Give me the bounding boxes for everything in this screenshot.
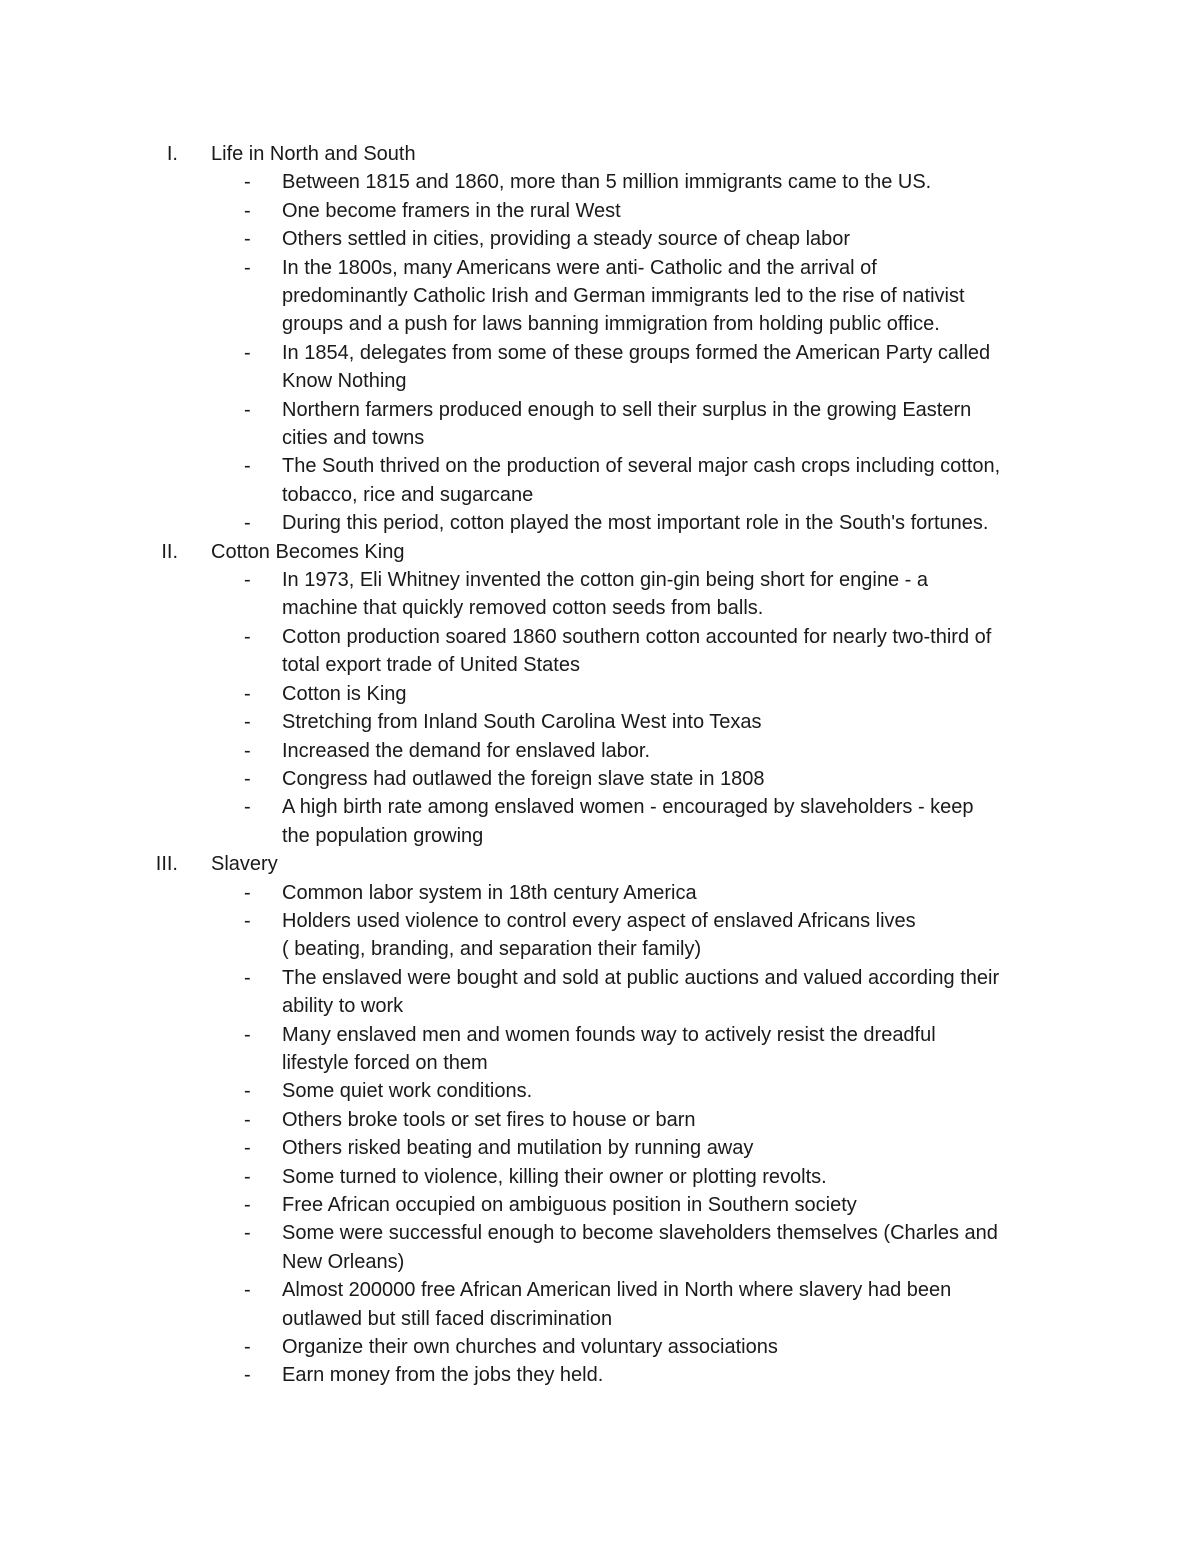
bullet-item: [0, 879, 1200, 907]
bullet-dash: -: [244, 199, 251, 222]
section-heading: [0, 538, 1200, 566]
bullet-text: [282, 566, 1072, 623]
bullet-dash: -: [244, 881, 251, 904]
section-heading: [0, 850, 1200, 878]
bullet-line: tobacco, rice and sugarcane: [282, 483, 534, 506]
bullet-item: [0, 168, 1200, 196]
bullet-text: [282, 708, 1072, 736]
bullet-dash: -: [244, 256, 251, 279]
bullet-text: [282, 907, 1072, 964]
bullet-item: [0, 765, 1200, 793]
bullet-dash: -: [244, 1279, 251, 1302]
bullet-text: [282, 168, 1072, 196]
section-heading: [0, 140, 1200, 168]
bullet-line: Holders used violence to control every aspect of enslaved Africans lives: [282, 909, 916, 932]
bullet-line: cities and towns: [282, 427, 425, 450]
bullet-line: Almost 200000 free African American lived in North where slavery had been: [282, 1279, 952, 1302]
bullet-dash: -: [244, 625, 251, 648]
bullet-dash: -: [244, 1364, 251, 1387]
bullet-line: Others risked beating and mutilation by running away: [282, 1137, 754, 1160]
bullet-line: Others settled in cities, providing a steady source of cheap labor: [282, 228, 851, 251]
bullet-item: [0, 254, 1200, 339]
bullet-item: [0, 793, 1200, 850]
bullet-line: The enslaved were bought and sold at public auctions and valued according their: [282, 966, 1000, 989]
bullet-dash: -: [244, 711, 251, 734]
bullet-line: Cotton is King: [282, 682, 407, 705]
bullet-text: [282, 1276, 1072, 1333]
bullet-line: Increased the demand for enslaved labor.: [282, 739, 651, 762]
bullet-line: groups and a push for laws banning immigration from holding public office.: [282, 313, 940, 336]
bullet-item: [0, 1077, 1200, 1105]
bullet-line: Northern farmers produced enough to sell their surplus in the growing Eastern: [282, 398, 972, 421]
bullet-line: ( beating, branding, and separation their family): [282, 938, 702, 961]
bullet-line: Earn money from the jobs they held.: [282, 1364, 604, 1387]
bullet-item: [0, 1333, 1200, 1361]
bullet-line: the population growing: [282, 824, 484, 847]
bullet-dash: -: [244, 767, 251, 790]
bullet-line: The South thrived on the production of several major cash crops including cotton,: [282, 455, 1001, 478]
bullet-line: In the 1800s, many Americans were anti- Catholic and the arrival of: [282, 256, 877, 279]
bullet-line: ability to work: [282, 995, 404, 1018]
bullet-text: [282, 225, 1072, 253]
outline-section: [0, 850, 1200, 1390]
bullet-text: [282, 737, 1072, 765]
bullet-item: [0, 623, 1200, 680]
bullet-line: Common labor system in 18th century America: [282, 881, 697, 904]
bullet-item: [0, 1219, 1200, 1276]
bullet-dash: -: [244, 1336, 251, 1359]
bullet-line: total export trade of United States: [282, 654, 580, 677]
bullet-text: [282, 1361, 1072, 1389]
bullet-dash: -: [244, 455, 251, 478]
bullet-text: [282, 1191, 1072, 1219]
bullet-item: [0, 396, 1200, 453]
bullet-line: Others broke tools or set fires to house or barn: [282, 1108, 696, 1131]
bullet-text: [282, 680, 1072, 708]
bullet-line: machine that quickly removed cotton seeds from balls.: [282, 597, 764, 620]
bullet-dash: -: [244, 228, 251, 251]
bullet-text: [282, 1163, 1072, 1191]
outline-list: [0, 140, 1200, 1390]
bullet-text: [282, 1106, 1072, 1134]
bullet-item: [0, 566, 1200, 623]
bullet-item: [0, 225, 1200, 253]
bullet-dash: -: [244, 512, 251, 535]
bullet-text: [282, 1134, 1072, 1162]
bullet-item: [0, 197, 1200, 225]
bullet-text: [282, 879, 1072, 907]
bullet-dash: -: [244, 341, 251, 364]
bullet-line: Some quiet work conditions.: [282, 1080, 533, 1103]
bullet-dash: -: [244, 1222, 251, 1245]
bullet-dash: -: [244, 398, 251, 421]
bullet-line: During this period, cotton played the most important role in the South's fortunes.: [282, 512, 989, 535]
bullet-line: lifestyle forced on them: [282, 1051, 488, 1074]
bullet-dash: -: [244, 1193, 251, 1216]
bullet-text: [282, 1219, 1072, 1276]
bullet-text: [282, 964, 1072, 1021]
bullet-item: [0, 1134, 1200, 1162]
bullet-line: outlawed but still faced discrimination: [282, 1307, 613, 1330]
bullet-dash: -: [244, 1137, 251, 1160]
bullet-line: Some turned to violence, killing their owner or plotting revolts.: [282, 1165, 827, 1188]
bullet-line: New Orleans): [282, 1250, 405, 1273]
bullet-item: [0, 737, 1200, 765]
outline-section: [0, 538, 1200, 850]
bullet-dash: -: [244, 171, 251, 194]
bullet-item: [0, 680, 1200, 708]
outline-section: [0, 140, 1200, 538]
bullet-dash: -: [244, 1108, 251, 1131]
bullet-dash: -: [244, 739, 251, 762]
bullet-dash: -: [244, 682, 251, 705]
bullet-item: [0, 964, 1200, 1021]
bullet-line: In 1973, Eli Whitney invented the cotton gin-gin being short for engine - a: [282, 569, 928, 592]
bullet-text: [282, 623, 1072, 680]
section-title: Life in North and South: [211, 143, 416, 165]
bullet-item: [0, 907, 1200, 964]
bullet-dash: -: [244, 966, 251, 989]
bullet-item: [0, 452, 1200, 509]
bullet-item: [0, 1163, 1200, 1191]
bullet-dash: -: [244, 1080, 251, 1103]
bullet-text: [282, 509, 1072, 537]
section-numeral: III.: [155, 853, 178, 876]
bullet-text: [282, 197, 1072, 225]
bullet-text: [282, 765, 1072, 793]
bullet-text: [282, 396, 1072, 453]
bullet-line: Organize their own churches and voluntary associations: [282, 1336, 778, 1359]
bullet-item: [0, 509, 1200, 537]
bullet-dash: -: [244, 909, 251, 932]
bullet-item: [0, 1021, 1200, 1078]
bullet-text: [282, 254, 1072, 339]
bullet-text: [282, 1021, 1072, 1078]
bullet-dash: -: [244, 1023, 251, 1046]
bullet-item: [0, 1191, 1200, 1219]
bullet-line: One become framers in the rural West: [282, 199, 621, 222]
bullet-text: [282, 793, 1072, 850]
bullet-dash: -: [244, 796, 251, 819]
bullet-line: Many enslaved men and women founds way to actively resist the dreadful: [282, 1023, 936, 1046]
bullet-item: [0, 339, 1200, 396]
bullet-line: predominantly Catholic Irish and German immigrants led to the rise of nativist: [282, 285, 965, 308]
section-numeral: II.: [161, 540, 178, 563]
bullet-item: [0, 1361, 1200, 1389]
section-numeral: I.: [166, 143, 178, 165]
bullet-item: [0, 1276, 1200, 1333]
bullet-line: Cotton production soared 1860 southern cotton accounted for nearly two-third of: [282, 625, 992, 648]
bullet-item: [0, 708, 1200, 736]
bullet-line: Some were successful enough to become slaveholders themselves (Charles and: [282, 1222, 998, 1245]
bullet-text: [282, 1333, 1072, 1361]
bullet-text: [282, 452, 1072, 509]
section-title: Slavery: [211, 853, 278, 876]
bullet-dash: -: [244, 569, 251, 592]
bullet-line: Between 1815 and 1860, more than 5 million immigrants came to the US.: [282, 171, 932, 194]
bullet-item: [0, 1106, 1200, 1134]
bullet-text: [282, 1077, 1072, 1105]
bullet-text: [282, 339, 1072, 396]
bullet-line: Know Nothing: [282, 370, 407, 393]
bullet-line: In 1854, delegates from some of these groups formed the American Party called: [282, 341, 991, 364]
bullet-line: A high birth rate among enslaved women - encouraged by slaveholders - keep: [282, 796, 974, 819]
bullet-line: Stretching from Inland South Carolina West into Texas: [282, 711, 762, 734]
bullet-line: Free African occupied on ambiguous position in Southern society: [282, 1193, 857, 1216]
section-title: Cotton Becomes King: [211, 540, 405, 563]
bullet-line: Congress had outlawed the foreign slave state in 1808: [282, 767, 765, 790]
bullet-dash: -: [244, 1165, 251, 1188]
